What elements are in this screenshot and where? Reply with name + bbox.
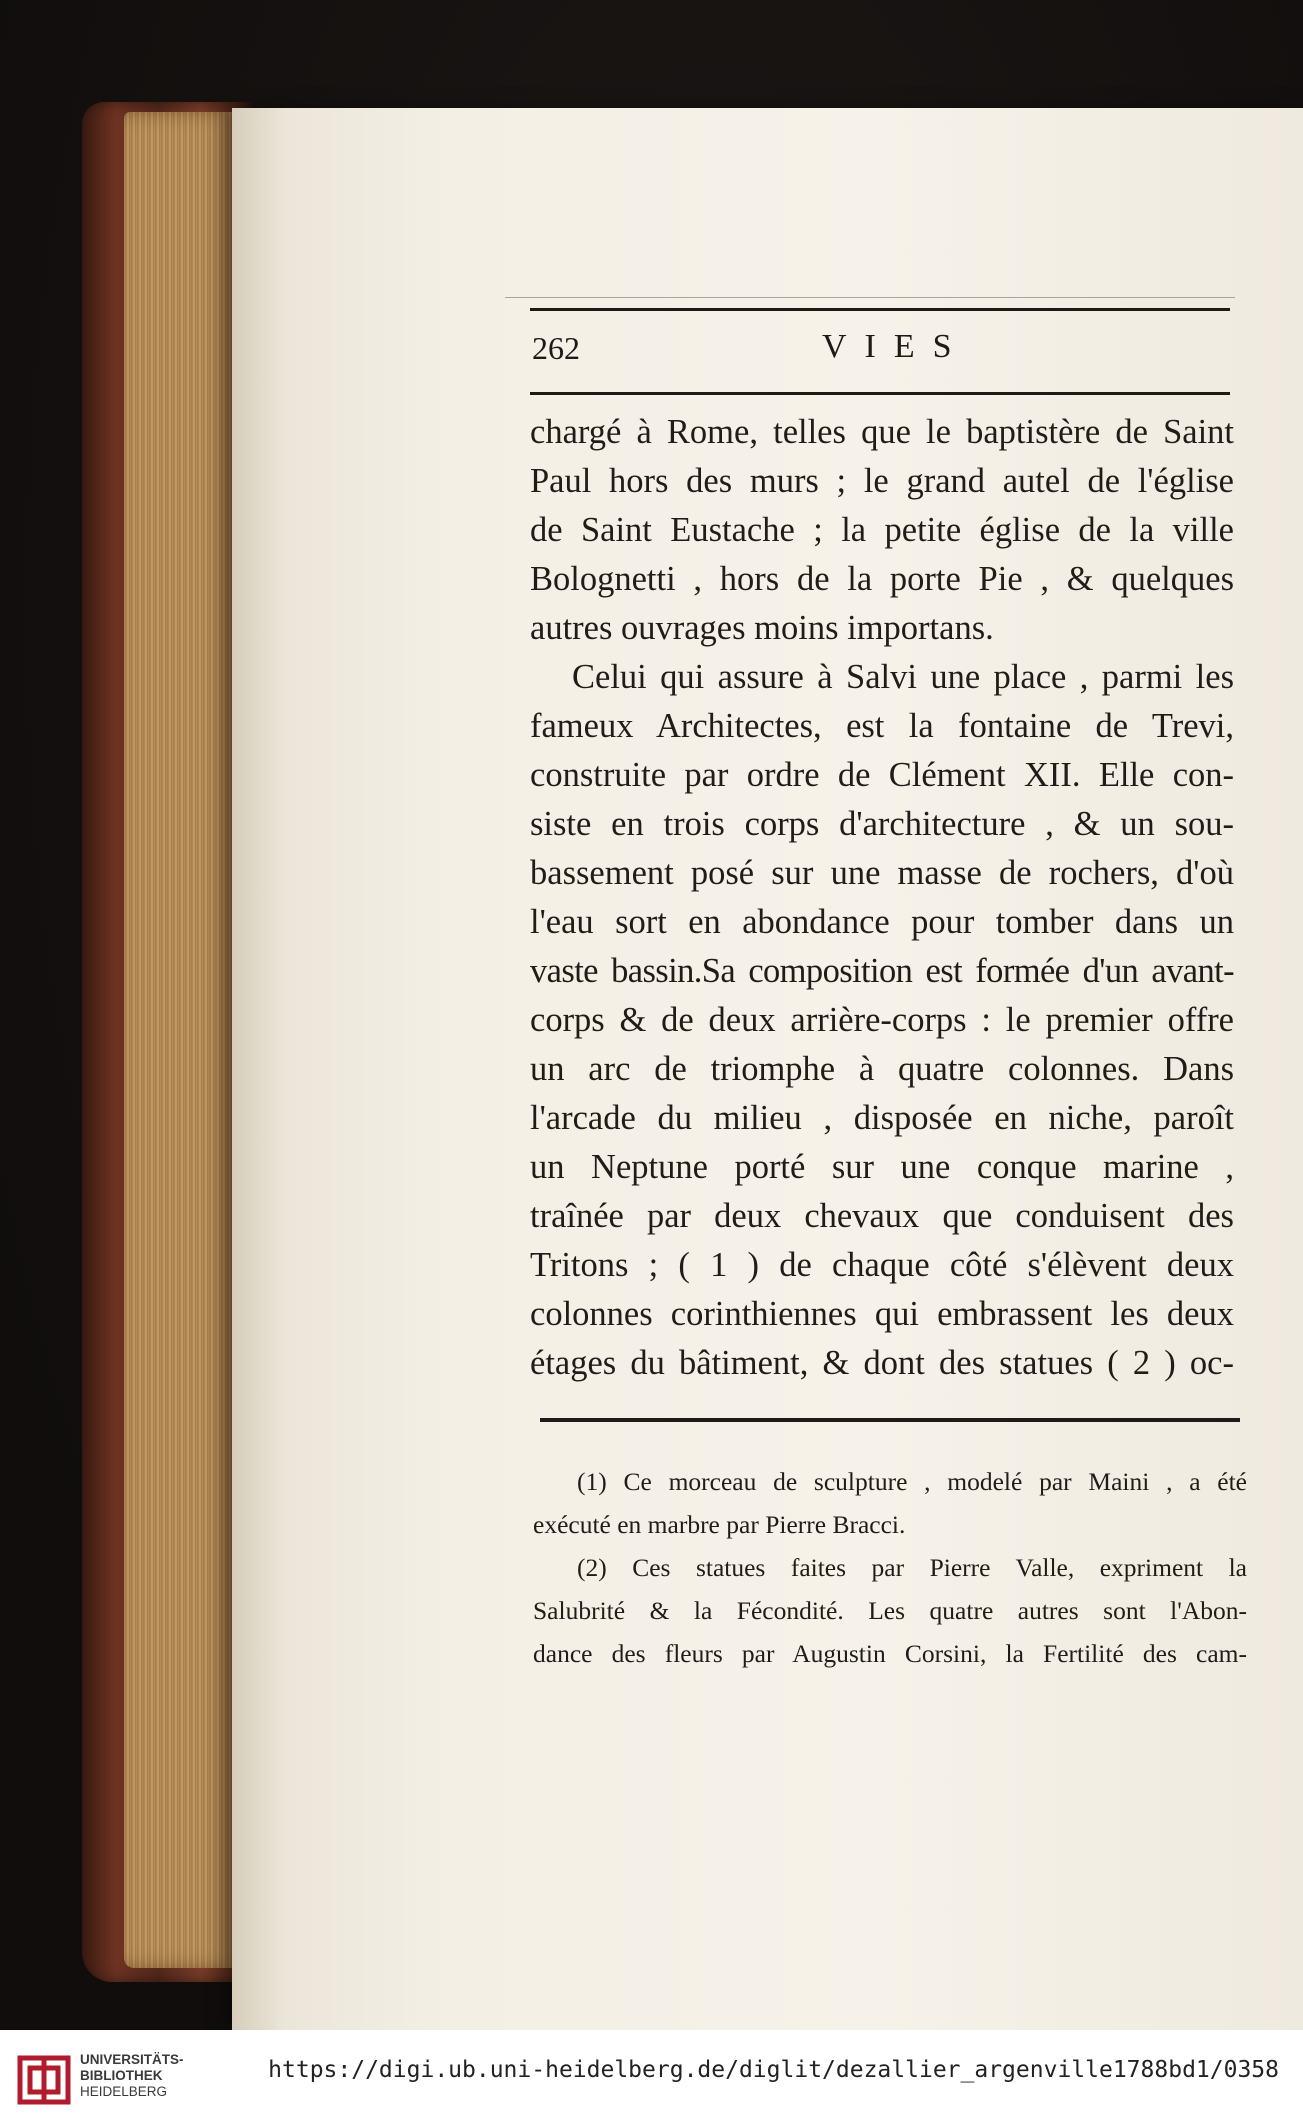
body-line: autres ouvrages moins importans.	[530, 609, 994, 647]
page-number: 262	[532, 330, 580, 366]
body-line: l'arcade du milieu , disposée en niche, paroît	[530, 1099, 1234, 1137]
body-line: traînée par deux chevaux que conduisent des	[530, 1197, 1234, 1235]
body-text	[530, 408, 1234, 1388]
body-line: fameux Architectes, est la fontaine de Trevi,	[530, 707, 1234, 745]
body-line: siste en trois corps d'architecture , & un sou-	[530, 805, 1234, 843]
body-line: Celui qui assure à Salvi une place , parmi les	[572, 658, 1234, 696]
body-line: un arc de triomphe à quatre colonnes. Dans	[530, 1050, 1234, 1088]
body-line: un Neptune porté sur une conque marine ,	[530, 1148, 1234, 1186]
body-line: chargé à Rome, telles que le baptistère de Saint	[530, 413, 1234, 451]
institution-line: UNIVERSITÄTS-	[80, 2052, 184, 2067]
body-line: Tritons ; ( 1 ) de chaque côté s'élèvent deux	[530, 1246, 1234, 1284]
institution-name	[80, 2052, 184, 2100]
body-line: construite par ordre de Clément XII. Elle con-	[530, 756, 1234, 794]
body-line: étages du bâtiment, & dont des statues ( 2 ) oc-	[530, 1344, 1234, 1382]
permalink-url[interactable]: https://digi.ub.uni-heidelberg.de/diglit/dezallier_argenville1788bd1/0358	[268, 2057, 1279, 2083]
footnote-line: exécuté en marbre par Pierre Bracci.	[533, 1510, 906, 1539]
viewer-footer	[0, 2030, 1303, 2123]
header-rule-top-faint	[505, 297, 1235, 298]
footnote-line: (1) Ce morceau de sculpture , modelé par Maini , a été	[577, 1467, 1247, 1496]
footnote-rule	[540, 1418, 1240, 1422]
running-title: VIES	[822, 328, 970, 365]
header-rule-bottom	[530, 392, 1230, 395]
institution-line: HEIDELBERG	[80, 2084, 168, 2099]
footnotes	[533, 1460, 1247, 1675]
body-line: Bolognetti , hors de la porte Pie , & quelques	[530, 560, 1234, 598]
body-line: Paul hors des murs ; le grand autel de l'église	[530, 462, 1234, 500]
institution-line: BIBLIOTHEK	[80, 2068, 163, 2083]
body-line: bassement posé sur une masse de rochers, d'où	[530, 854, 1234, 892]
header-rule-top	[530, 308, 1230, 311]
body-line: de Saint Eustache ; la petite église de la ville	[530, 511, 1234, 549]
page-edges	[124, 112, 236, 1968]
footnote-line: Salubrité & la Fécondité. Les quatre autres sont l'Abon-	[533, 1596, 1247, 1625]
body-line: corps & de deux arrière-corps : le premier offre	[530, 1001, 1234, 1039]
body-line: l'eau sort en abondance pour tomber dans un	[530, 903, 1234, 941]
body-line: vaste bassin.Sa composition est formée d'un avant-	[530, 952, 1234, 990]
footnote-line: dance des fleurs par Augustin Corsini, la Fertilité des cam-	[533, 1639, 1247, 1668]
body-line: colonnes corinthiennes qui embrassent les deux	[530, 1295, 1234, 1333]
footnote-line: (2) Ces statues faites par Pierre Valle, expriment la	[577, 1553, 1247, 1582]
university-library-logo	[14, 2052, 74, 2108]
